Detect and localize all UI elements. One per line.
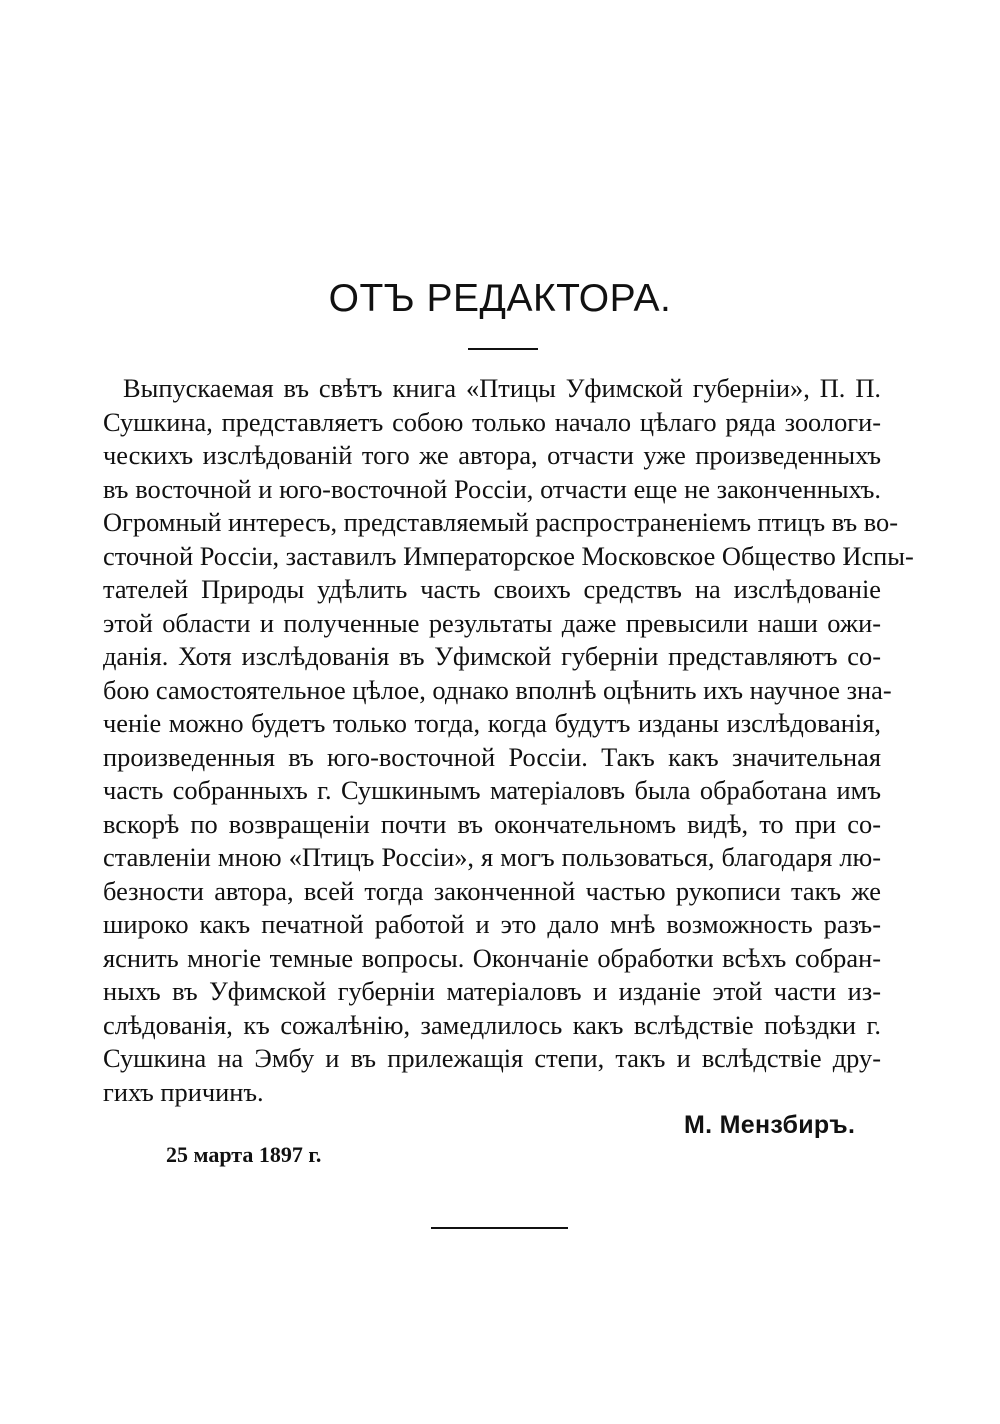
page-title: ОТЪ РЕДАКТОРА. (328, 277, 672, 320)
body-text (103, 372, 914, 1109)
body-line: часть собранныхъ г. Сушкинымъ матеріаловъ была обработана имъ (103, 775, 881, 805)
body-line: ченіе можно будетъ только тогда, когда будутъ изданы изслѣдованія, (103, 708, 881, 738)
body-line: Огромный интересъ, представляемый распространеніемъ птицъ въ во- (103, 507, 899, 537)
date-line: 25 марта 1897 г. (166, 1142, 322, 1167)
body-line: этой области и полученные результаты даже превысили наши ожи- (103, 607, 881, 638)
body-line: безности автора, всей тогда законченной частью рукописи такъ же (103, 875, 881, 906)
body-line: ныхъ въ Уфимской губерніи матеріаловъ и изданіе этой части из- (103, 976, 881, 1006)
body-line: гихъ причинъ. (103, 1076, 264, 1107)
body-line: ческихъ изслѣдованій того же автора, отчасти уже произведенныхъ (103, 440, 881, 470)
body-line: данія. Хотя изслѣдованія въ Уфимской губерніи представляютъ со- (103, 641, 881, 671)
title-divider (468, 348, 538, 350)
body-line: произведенныя въ юго-восточной Россіи. Такъ какъ значительная (103, 741, 881, 772)
body-line: Выпускаемая въ свѣтъ книга «Птицы Уфимской губерніи», П. П. (123, 373, 881, 403)
closing-divider (431, 1227, 568, 1229)
body-line: сточной Россіи, заставилъ Императорское Московское Общество Испы- (103, 540, 914, 571)
body-line: Сушкина на Эмбу и въ прилежащія степи, такъ и вслѣдствіе дру- (103, 1043, 881, 1073)
body-line: широко какъ печатной работой и это дало мнѣ возможность разъ- (103, 909, 881, 939)
body-line: бою самостоятельное цѣлое, однако вполнѣ оцѣнить ихъ научное зна- (103, 674, 892, 705)
body-line: Сушкина, представляетъ собою только начало цѣлаго ряда зоологи- (103, 406, 881, 437)
body-line: тателей Природы удѣлить часть своихъ средствъ на изслѣдованіе (103, 574, 881, 604)
signature: М. Мензбиръ. (684, 1111, 856, 1139)
body-line: вскорѣ по возвращеніи почти въ окончательномъ видѣ, то при со- (103, 808, 881, 839)
body-line: яснить многіе темные вопросы. Окончаніе обработки всѣхъ собран- (103, 942, 881, 973)
body-line: слѣдованія, къ сожалѣнію, замедлилось какъ вслѣдствіе поѣздки г. (103, 1009, 881, 1040)
body-line: ставленіи мною «Птицъ Россіи», я могъ пользоваться, благодаря лю- (103, 842, 881, 872)
body-line: въ восточной и юго-восточной Россіи, отчасти еще не законченныхъ. (103, 473, 881, 504)
